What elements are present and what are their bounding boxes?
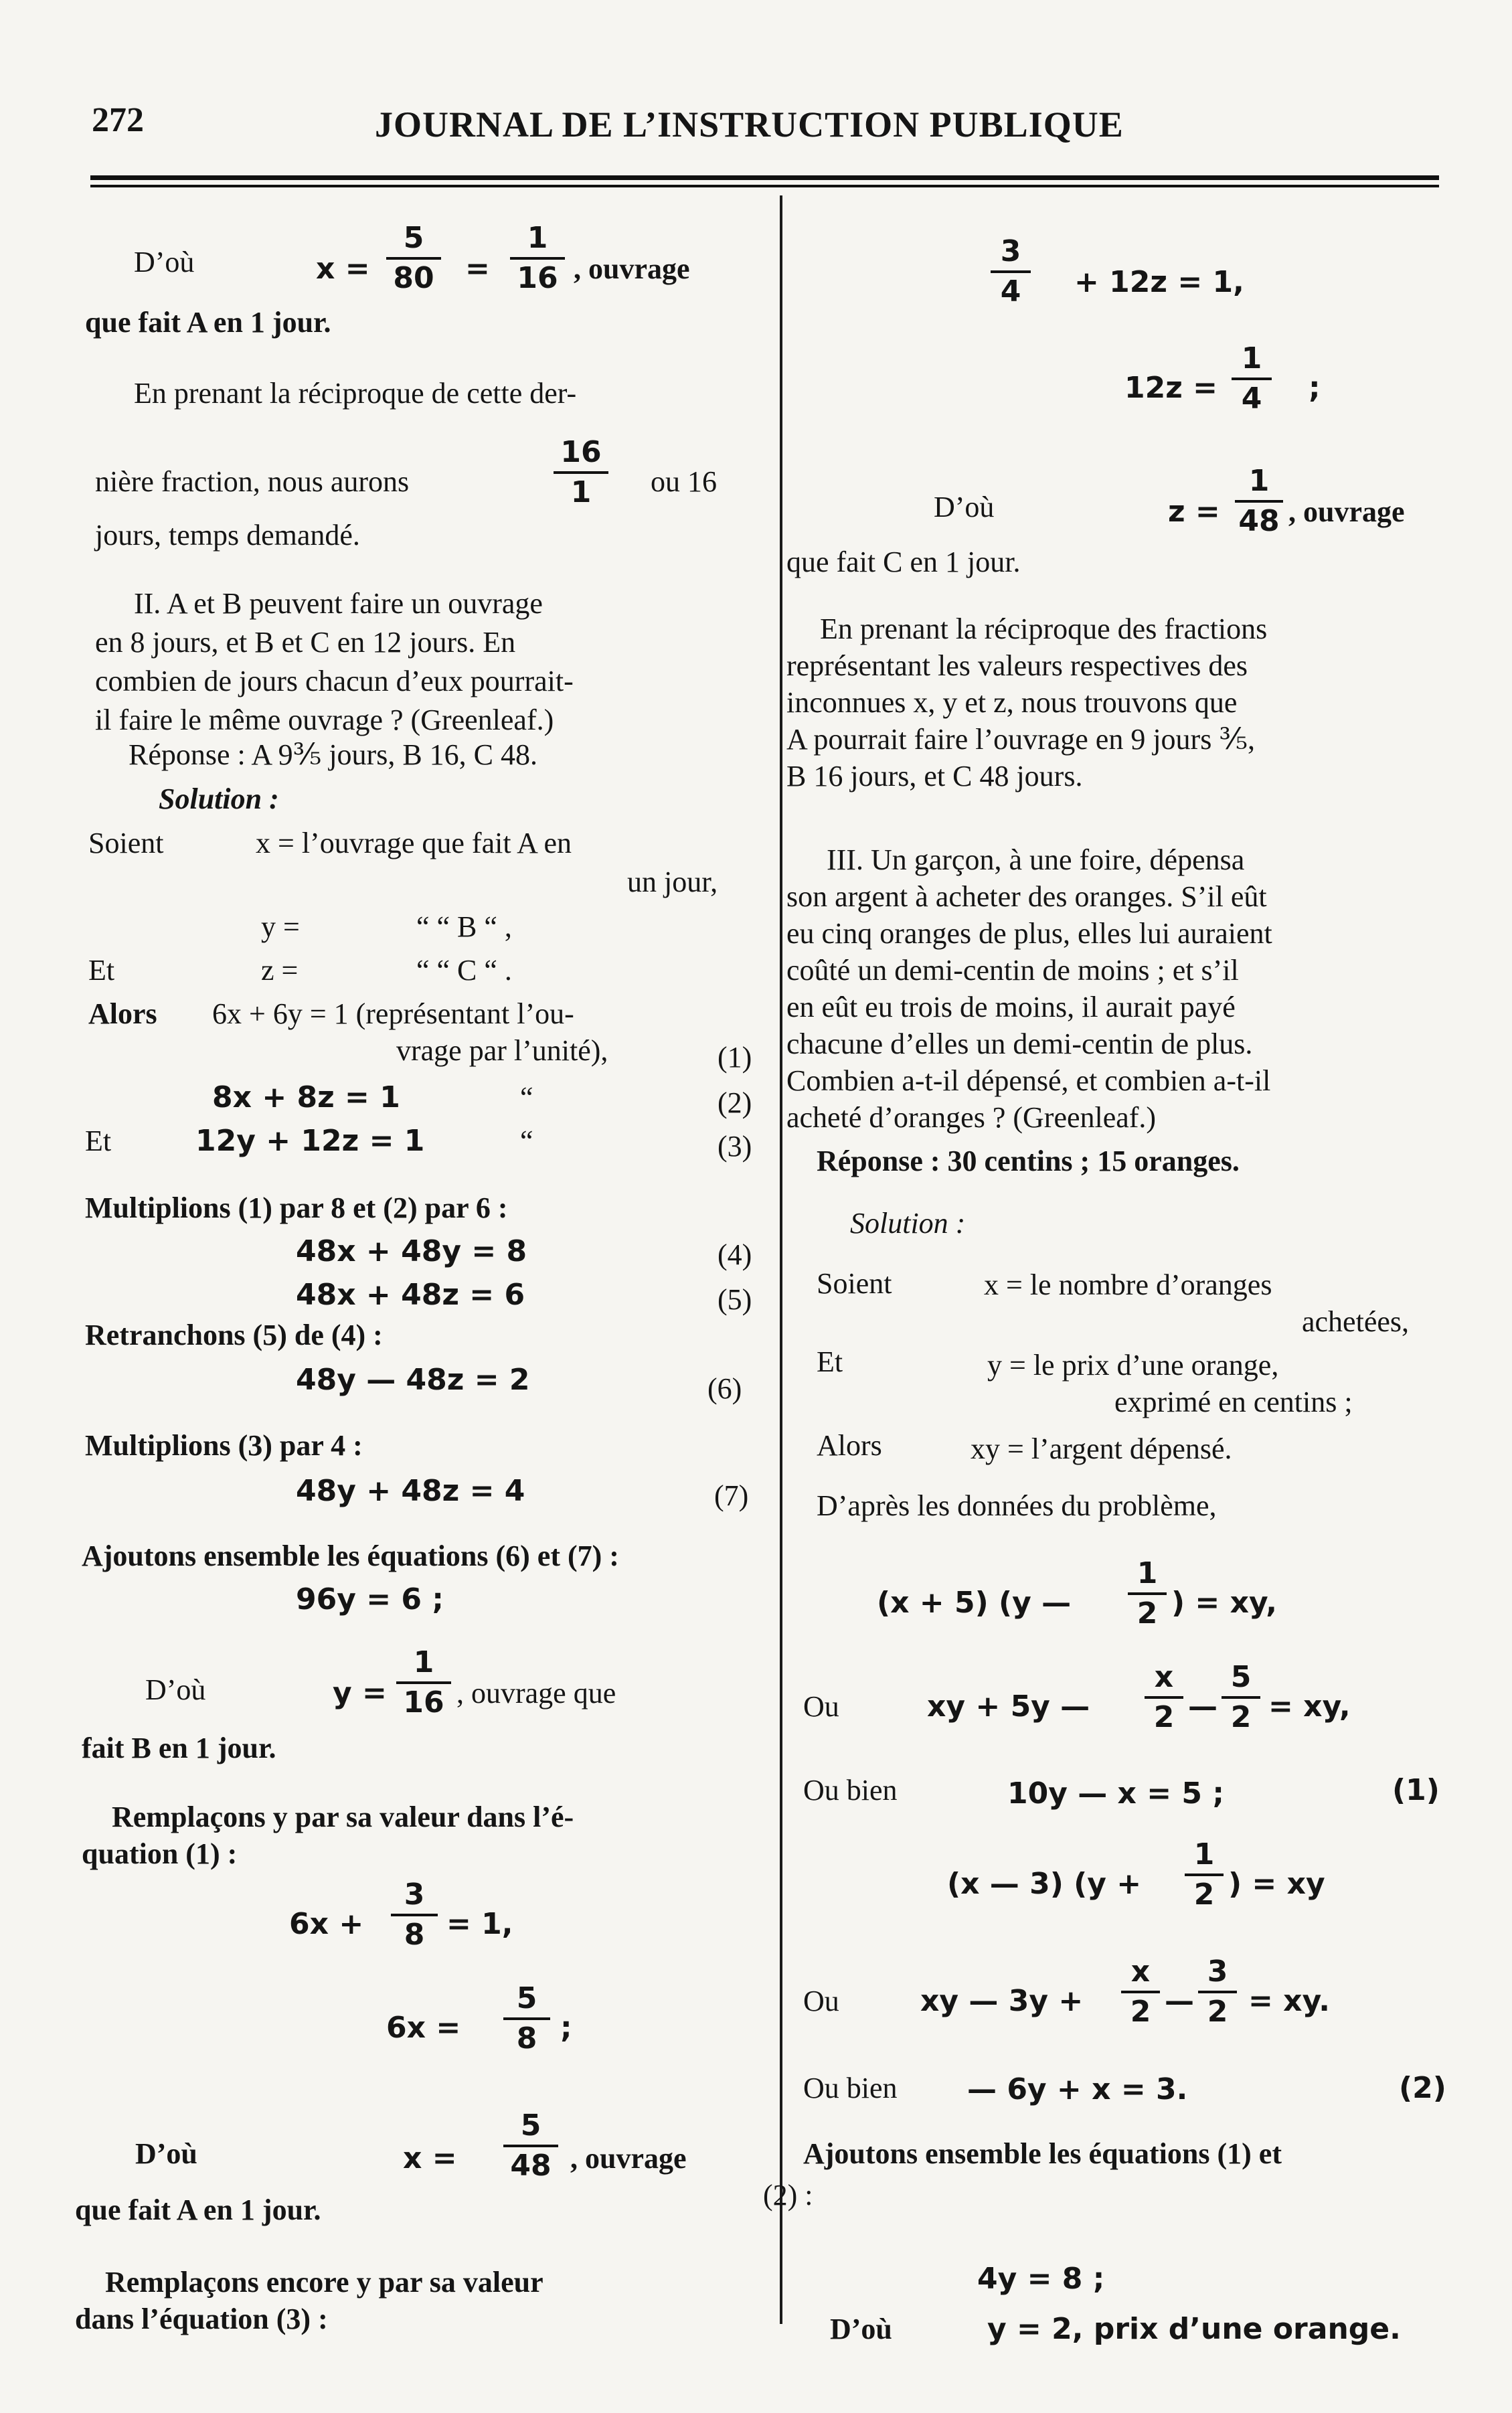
text: Réponse : A 9⅗ jours, B 16, C 48. xyxy=(129,738,538,771)
equation: + 12z = 1, xyxy=(1074,265,1244,299)
text: , ouvrage xyxy=(574,252,690,285)
text: exprimé en centins ; xyxy=(1114,1386,1353,1418)
text: Réponse : 30 centins ; 15 oranges. xyxy=(817,1145,1240,1177)
text: dans l’équation (3) : xyxy=(75,2303,328,2335)
text: En prenant la réciproque de cette der- xyxy=(134,377,577,410)
equation: ) = xy xyxy=(1228,1867,1325,1901)
text: D’où xyxy=(934,491,995,523)
text: x = l’ouvrage que fait A en xyxy=(256,827,572,859)
denominator: 4 xyxy=(1241,382,1262,416)
text: achetées, xyxy=(1302,1305,1409,1338)
equation: 48x + 48y = 8 xyxy=(296,1234,527,1268)
equation: 96y = 6 ; xyxy=(296,1582,444,1616)
equation: ; xyxy=(1309,371,1321,405)
fraction xyxy=(991,234,1031,309)
text: vrage par l’unité), xyxy=(396,1034,608,1067)
equation: 6x + xyxy=(289,1907,364,1941)
text: D’où xyxy=(145,1673,206,1706)
equation: 12y + 12z = 1 xyxy=(195,1124,425,1158)
fraction xyxy=(386,221,441,296)
text: Soient xyxy=(817,1267,892,1300)
text: Alors xyxy=(88,997,157,1030)
text: que fait A en 1 jour. xyxy=(75,2193,321,2226)
text: Ou bien xyxy=(803,2072,898,2104)
text: B 16 jours, et C 48 jours. xyxy=(786,760,1083,793)
text: ou 16 xyxy=(651,465,717,498)
equation: xy + 5y — xyxy=(927,1689,1090,1724)
page-number: 272 xyxy=(92,101,144,139)
equation: = xyxy=(465,252,490,286)
equation-number: (6) xyxy=(707,1372,742,1405)
text: 6x + 6y = 1 (représentant l’ou- xyxy=(212,997,574,1030)
numerator: 5 xyxy=(520,2108,541,2143)
text: z = xyxy=(261,954,299,987)
text: coûté un demi-centin de moins ; et s’il xyxy=(786,954,1239,987)
text: En prenant la réciproque des fractions xyxy=(820,612,1268,645)
text: Soient xyxy=(88,827,164,859)
equation: — 6y + x = 3. xyxy=(967,2072,1188,2106)
text: que fait A en 1 jour. xyxy=(85,306,331,339)
numerator: 3 xyxy=(1207,1954,1228,1989)
equation: (x + 5) (y — xyxy=(877,1586,1072,1620)
text: y = xyxy=(261,910,300,943)
text: D’après les données du problème, xyxy=(817,1489,1217,1522)
text: xy = l’argent dépensé. xyxy=(971,1432,1232,1465)
denominator: 48 xyxy=(510,2149,552,2183)
numerator: x xyxy=(1154,1660,1174,1694)
text: inconnues x, y et z, nous trouvons que xyxy=(786,686,1238,719)
text: eu cinq oranges de plus, elles lui auraient xyxy=(786,917,1272,950)
equation: x = xyxy=(403,2141,457,2175)
equation: z = xyxy=(1168,495,1220,529)
text: x = le nombre d’oranges xyxy=(984,1268,1272,1301)
fraction xyxy=(1232,341,1272,416)
numerator: 16 xyxy=(560,435,602,469)
fraction xyxy=(503,2108,558,2183)
equation: 10y — x = 5 ; xyxy=(1007,1776,1224,1811)
text: Et xyxy=(88,954,115,987)
text: en 8 jours, et B et C en 12 jours. En xyxy=(95,626,516,659)
text: D’où xyxy=(134,246,195,278)
text: A pourrait faire l’ouvrage en 9 jours ⅗, xyxy=(786,723,1255,756)
numerator: 5 xyxy=(516,1981,537,2015)
denominator: 2 xyxy=(1207,1995,1228,2029)
equation-number: (4) xyxy=(718,1238,752,1271)
equation: x = xyxy=(316,252,370,286)
text: représentant les valeurs respectives des xyxy=(786,649,1248,682)
text: acheté d’oranges ? (Greenleaf.) xyxy=(786,1101,1157,1134)
fraction xyxy=(1185,1837,1224,1912)
fraction xyxy=(391,1878,438,1952)
text: “ xyxy=(520,1125,533,1157)
text: D’où xyxy=(830,2313,892,2345)
text: Remplaçons encore y par sa valeur xyxy=(105,2266,543,2299)
equation: (x — 3) (y + xyxy=(947,1867,1142,1901)
denominator: 2 xyxy=(1153,1700,1175,1734)
text: que fait C en 1 jour. xyxy=(786,546,1021,578)
text: Multiplions (3) par 4 : xyxy=(85,1429,363,1462)
denominator: 16 xyxy=(403,1685,444,1720)
equation: 48x + 48z = 6 xyxy=(296,1278,525,1312)
text: (2) : xyxy=(763,2179,813,2212)
fraction xyxy=(554,435,608,510)
text: y = le prix d’une orange, xyxy=(987,1349,1279,1382)
fraction xyxy=(1128,1556,1167,1631)
fraction xyxy=(503,1981,550,2056)
equation: y = 2, prix d’une orange. xyxy=(987,2312,1401,2346)
equation: — xyxy=(1188,1689,1217,1724)
equation: 12z = xyxy=(1124,371,1218,405)
denominator: 2 xyxy=(1193,1878,1215,1912)
text: Retranchons (5) de (4) : xyxy=(85,1319,383,1351)
fraction xyxy=(1235,464,1283,539)
fraction xyxy=(1198,1954,1237,2029)
header-rule xyxy=(90,175,1439,180)
denominator: 2 xyxy=(1137,1596,1158,1631)
text: “ “ C “ . xyxy=(416,954,512,987)
text: jours, temps demandé. xyxy=(95,519,360,552)
text: “ “ B “ , xyxy=(416,910,512,943)
denominator: 80 xyxy=(393,261,434,295)
denominator: 4 xyxy=(1000,274,1021,309)
text: Ou bien xyxy=(803,1774,898,1807)
equation: xy — 3y + xyxy=(920,1984,1084,2018)
solution-heading: Solution : xyxy=(850,1207,966,1240)
equation: 4y = 8 ; xyxy=(977,2262,1105,2296)
numerator: 1 xyxy=(1193,1837,1215,1871)
denominator: 8 xyxy=(404,1918,425,1952)
numerator: x xyxy=(1130,1954,1151,1989)
equation: = 1, xyxy=(446,1907,513,1941)
column-divider xyxy=(780,195,782,2324)
equation-number: (2) xyxy=(718,1086,752,1119)
equation: 48y — 48z = 2 xyxy=(296,1363,530,1397)
equation: = xy. xyxy=(1248,1984,1330,2018)
text: Et xyxy=(817,1345,843,1378)
text: un jour, xyxy=(627,865,718,898)
text: son argent à acheter des oranges. S’il eût xyxy=(786,880,1267,913)
header-rule-thin xyxy=(90,185,1439,187)
equation-number: (7) xyxy=(714,1479,749,1512)
running-title: JOURNAL DE L’INSTRUCTION PUBLIQUE xyxy=(375,104,1124,145)
equation: y = xyxy=(333,1676,387,1710)
text: Remplaçons y par sa valeur dans l’é- xyxy=(112,1801,574,1833)
equation-number: (1) xyxy=(718,1041,752,1074)
numerator: 5 xyxy=(403,221,424,255)
equation: 6x = xyxy=(386,2011,461,2045)
numerator: 1 xyxy=(1241,341,1262,376)
text: Multiplions (1) par 8 et (2) par 6 : xyxy=(85,1191,508,1224)
text: Ou xyxy=(803,1985,839,2017)
solution-heading: Solution : xyxy=(159,782,279,815)
equation-number: (1) xyxy=(1392,1773,1440,1807)
text: III. Un garçon, à une foire, dépensa xyxy=(827,843,1245,876)
denominator: 1 xyxy=(570,475,592,509)
equation: — xyxy=(1165,1984,1194,2018)
numerator: 3 xyxy=(1000,234,1021,268)
fraction xyxy=(1145,1660,1183,1735)
denominator: 2 xyxy=(1130,1995,1151,2029)
equation: ; xyxy=(560,2011,572,2045)
text: II. A et B peuvent faire un ouvrage xyxy=(134,587,543,620)
equation-number: (5) xyxy=(718,1283,752,1316)
equation: 48y + 48z = 4 xyxy=(296,1474,525,1508)
text: fait B en 1 jour. xyxy=(82,1732,276,1764)
text: combien de jours chacun d’eux pourrait- xyxy=(95,665,574,697)
equation-number: (3) xyxy=(718,1130,752,1163)
equation: 8x + 8z = 1 xyxy=(212,1080,400,1114)
text: Combien a-t-il dépensé, et combien a-t-il xyxy=(786,1064,1271,1097)
fraction xyxy=(510,221,565,296)
numerator: 1 xyxy=(1248,464,1270,498)
text: Et xyxy=(85,1125,112,1157)
denominator: 8 xyxy=(516,2021,537,2056)
text: nière fraction, nous aurons xyxy=(95,465,410,498)
fraction xyxy=(1121,1954,1160,2029)
numerator: 3 xyxy=(404,1878,425,1912)
text: il faire le même ouvrage ? (Greenleaf.) xyxy=(95,703,554,736)
denominator: 48 xyxy=(1238,504,1280,538)
denominator: 2 xyxy=(1230,1700,1252,1734)
text: Ajoutons ensemble les équations (6) et (7) : xyxy=(82,1540,619,1572)
fraction xyxy=(1222,1660,1260,1735)
equation-number: (2) xyxy=(1399,2071,1446,2105)
denominator: 16 xyxy=(517,261,558,295)
numerator: 1 xyxy=(527,221,548,255)
fraction xyxy=(396,1645,451,1720)
numerator: 5 xyxy=(1230,1660,1252,1694)
text: , ouvrage que xyxy=(456,1677,616,1710)
text: quation (1) : xyxy=(82,1837,238,1870)
equation: ) = xy, xyxy=(1171,1586,1277,1620)
text: D’où xyxy=(135,2137,197,2170)
text: , ouvrage xyxy=(570,2142,687,2175)
text: Ou xyxy=(803,1690,839,1723)
numerator: 1 xyxy=(413,1645,434,1679)
text: en eût eu trois de moins, il aurait payé xyxy=(786,991,1236,1023)
text: Alors xyxy=(817,1429,882,1462)
numerator: 1 xyxy=(1137,1556,1158,1590)
text: chacune d’elles un demi-centin de plus. xyxy=(786,1027,1253,1060)
text: , ouvrage xyxy=(1288,495,1405,528)
equation: = xy, xyxy=(1268,1689,1351,1724)
text: Ajoutons ensemble les équations (1) et xyxy=(803,2137,1282,2170)
text: “ xyxy=(520,1081,533,1114)
